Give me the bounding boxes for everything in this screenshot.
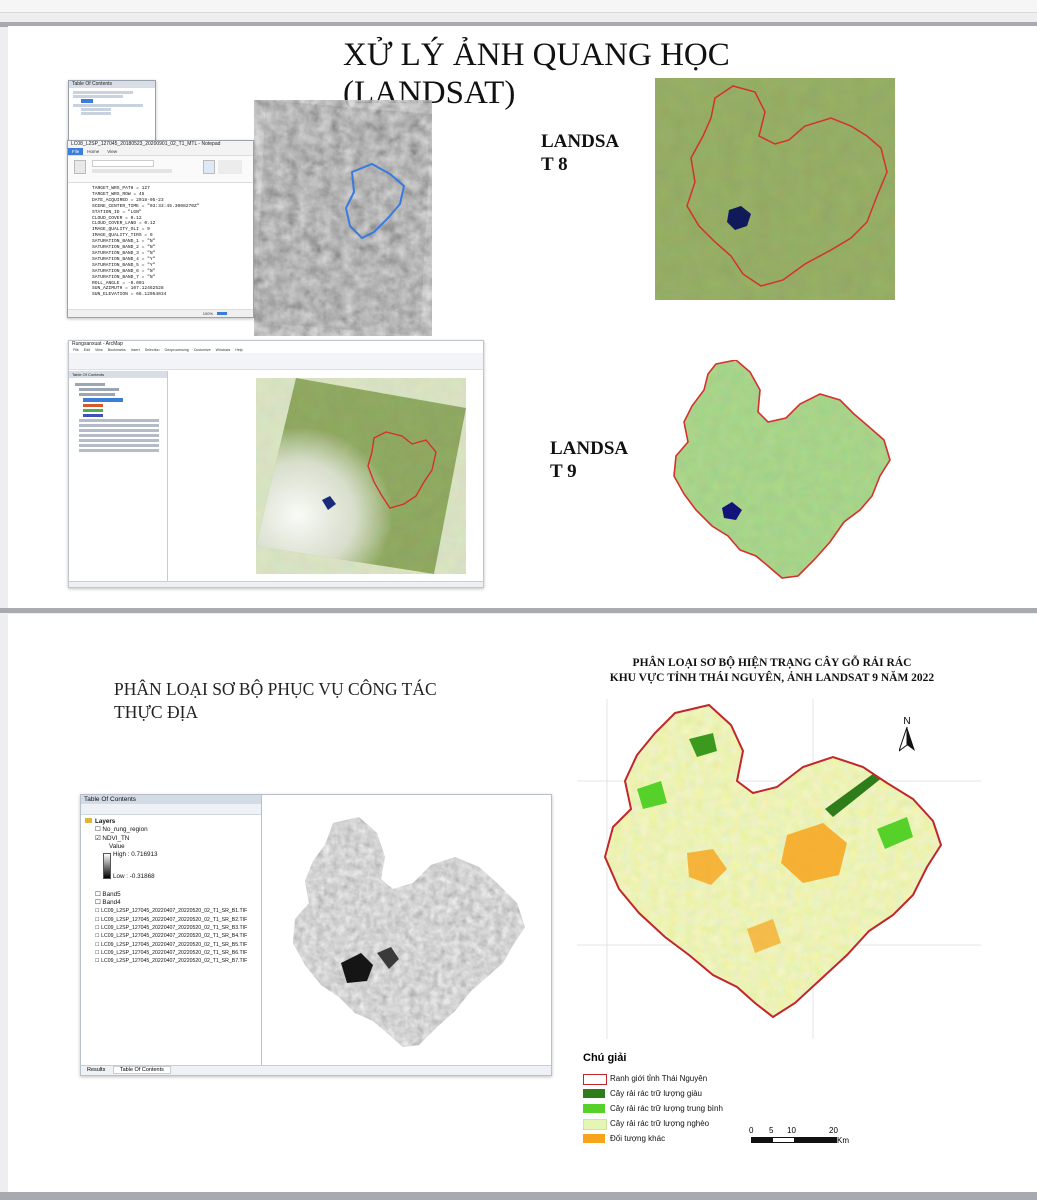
layer-name: NDVI_TN [102,834,130,842]
layer-item[interactable]: ☑ NDVI_TN [95,834,130,842]
layer-name: LC09_L2SP_127045_20220407_20220520_02_T1_SR_B6.TIF [101,949,248,956]
notepad-window [67,140,254,318]
landsat8-color-image [655,78,895,300]
text-line: SCENE_CENTER_TIME = "03:33:45.3008270Z" [92,203,200,209]
arcmap-statusbar [69,581,483,587]
layer-name: LC09_L2SP_127045_20220407_20220520_02_T1_SR_B2.TIF [101,916,248,923]
ndvi-symbology [85,843,261,881]
layer-item[interactable]: ☐ LC09_L2SP_127045_20220407_20220520_02_T1_SR_B1.TIF [95,908,248,915]
paste-icon[interactable] [74,160,86,174]
classification-map-image [577,699,981,1039]
value-label: Value [109,842,125,850]
landsat9-scene-image [256,378,466,574]
legend-item [583,1102,783,1117]
layer-item[interactable]: ☐ LC09_L2SP_127045_20220407_20220520_02_T1_SR_B7.TIF [95,958,248,965]
legend-label: Cây rải rác trữ lượng nghèo [610,1119,710,1128]
slide-title: XỬ LÝ ẢNH QUANG HỌC (LANDSAT) [343,37,730,111]
legend-swatch [583,1074,607,1085]
layer-name: LC09_L2SP_127045_20220407_20220520_02_T1_SR_B5.TIF [101,941,248,948]
classification-map-card [557,644,987,1180]
notepad-tabs [68,148,253,156]
menu-item[interactable]: File [73,348,79,352]
text-line: TARGET_WRS_ROW = 45 [92,191,145,197]
layer-item[interactable]: ☐ Band4 [95,899,121,907]
legend-label: Đối tượng khác [610,1134,666,1143]
label-landsat8: LANDSA T 8 [541,131,620,175]
menu-item[interactable]: Bookmarks [107,348,126,352]
font-selector[interactable] [92,160,154,167]
legend-label: Cây rải rác trữ lượng trung bình [610,1104,723,1113]
legend-swatch [583,1119,607,1130]
text-line: SATURATION_BAND_7 = "N" [92,274,156,280]
insert-icon[interactable] [203,160,215,174]
layer-name: LC09_L2SP_127045_20220407_20220520_02_T1_SR_B4.TIF [101,933,248,940]
text-line: DATE_ACQUIRED = 2018-05-23 [92,197,164,203]
layer-name: Band5 [102,890,121,898]
text-line: IMAGE_QUALITY_TIRS = 9 [92,233,153,239]
landsat9-province-image [664,360,892,580]
map-view-controls[interactable] [261,1065,551,1075]
notepad-title: LC08_L2SP_127045_20180523_20200901_02_T1_MTL - Notepad [68,141,253,148]
low-value: Low : -0.31868 [113,872,155,880]
text-line: SATURATION_BAND_2 = "N" [92,245,156,251]
tab-view[interactable]: View [107,149,117,154]
menu-item[interactable]: Geoprocessing [164,348,189,352]
slide-divider-bottom [0,1192,1037,1200]
notepad-statusbar [68,309,253,317]
slide-landsat-processing [8,26,1037,608]
menu-item[interactable]: Insert [130,348,140,352]
scale-tick: 5 [769,1126,774,1135]
layer-item[interactable]: ☐ LC09_L2SP_127045_20220407_20220520_02_T1_SR_B4.TIF [95,933,248,940]
format-buttons[interactable] [92,169,172,173]
text-line: SATURATION_BAND_1 = "N" [92,239,156,245]
scale-tick: 20 [829,1126,838,1135]
scale-tick: 10 [787,1126,796,1135]
notepad-text [68,183,253,298]
tab-file[interactable]: File [68,148,83,155]
slide-divider-middle [0,608,1037,613]
toc-tree [69,88,155,118]
legend-label: Cây rải rác trữ lượng giàu [610,1089,702,1098]
slide-field-classification [8,614,1037,1192]
ndvi-arcmap-window [80,794,552,1076]
layer-name: Band4 [102,899,121,907]
north-label: N [903,716,911,727]
text-line: SUN_AZIMUTH = 107.12462528 [92,286,164,292]
menu-item[interactable]: Help [235,348,243,352]
menu-item[interactable]: Selection [144,348,160,352]
toc-toolbar[interactable] [81,804,261,815]
menu-item[interactable]: Customize [193,348,211,352]
ndvi-layer-list [81,815,261,966]
layer-item[interactable]: ☐ LC09_L2SP_127045_20220407_20220520_02_T1_SR_B2.TIF [95,916,248,923]
legend-swatch [583,1089,605,1098]
ndvi-toc-title: Table Of Contents [81,795,261,804]
legend-item [583,1087,783,1102]
toc-window-small [68,80,156,147]
folder-icon [85,818,92,823]
map-title: PHÂN LOẠI SƠ BỘ HIỆN TRẠNG CÂY GỖ RẢI RÁC KHU VỰC TỈNH THÁI NGUYÊN, ẢNH LANDSAT 9 NĂM 2022 [609,657,935,684]
text-line: SATURATION_BAND_4 = "Y" [92,256,156,262]
viewer-top-bar [0,0,1037,13]
text-line: SATURATION_BAND_6 = "N" [92,268,156,274]
tab-results[interactable]: Results [87,1067,106,1073]
arcmap-toolbar[interactable] [69,353,483,370]
text-line: TARGET_WRS_PATH = 127 [92,186,150,191]
ndvi-ramp [103,853,111,879]
ndvi-toc-panel [81,795,262,1075]
ndvi-map-image [281,813,531,1053]
tab-home[interactable]: Home [87,149,100,154]
text-line: STATION_ID = "LGN" [92,209,142,215]
menu-item[interactable]: Edit [83,348,90,352]
layer-item[interactable]: ☐ LC09_L2SP_127045_20220407_20220520_02_T1_SR_B5.TIF [95,941,248,948]
legend-swatch [583,1104,605,1113]
arcmap-title: Rungsanxuat - ArcMap [69,341,483,348]
zoom-level: 100% [202,311,213,316]
layers-label: Layers [95,818,116,825]
text-line: IMAGE_QUALITY_OLI = 9 [92,227,150,233]
notepad-ribbon [68,156,253,183]
slide-subtitle: PHÂN LOẠI SƠ BỘ PHỤC VỤ CÔNG TÁC THỰC ĐỊA [114,679,437,722]
scale-unit: Km [837,1136,849,1145]
arcmap-toc-panel [69,371,168,583]
toc-bottom-tabs [81,1065,261,1075]
layer-name: LC09_L2SP_127045_20220407_20220520_02_T1_SR_B1.TIF [101,908,248,915]
menu-item[interactable]: View [95,348,103,352]
layers-group[interactable] [85,818,261,826]
layer-item[interactable]: ☐ LC09_L2SP_127045_20220407_20220520_02_T1_SR_B6.TIF [95,949,248,956]
legend-item [583,1072,783,1087]
high-value: High : 0.716913 [113,850,158,858]
text-line: SUN_ELEVATION = 66.12054034 [92,292,167,298]
text-line: CLOUD_COVER_LAND = 0.12 [92,221,156,227]
legend-label: Ranh giới tỉnh Thái Nguyên [610,1074,708,1083]
layer-name: LC09_L2SP_127045_20220407_20220520_02_T1_SR_B7.TIF [101,958,248,965]
layer-item[interactable]: ☐ No_rung_region [95,826,148,834]
menu-item[interactable]: Windows [215,348,231,352]
legend-title: Chú giải [583,1052,627,1064]
tab-table-of-contents[interactable]: Table Of Contents [113,1066,171,1074]
scale-tick: 0 [749,1126,754,1135]
text-line: CLOUD_COVER = 0.12 [92,215,142,221]
layer-item[interactable]: ☐ Band5 [95,890,121,898]
landsat8-grayscale-image [254,100,432,336]
scale-bar [749,1126,849,1156]
editing-group[interactable] [218,160,242,174]
arcmap-toc-title: Table Of Contents [69,371,167,378]
label-landsat9: LANDSA T 9 [550,438,629,482]
zoom-slider[interactable] [217,312,227,315]
text-line: ROLL_ANGLE = -0.001 [92,280,145,286]
text-line: SATURATION_BAND_5 = "Y" [92,262,156,268]
toc-window-title: Table Of Contents [69,81,155,88]
arcmap-layer-list [69,378,167,457]
scale-bar-graphic [751,1137,837,1143]
layer-name: LC09_L2SP_127045_20220407_20220520_02_T1_SR_B3.TIF [101,925,248,932]
layer-name: No_rung_region [102,826,148,834]
text-line: SATURATION_BAND_3 = "N" [92,250,156,256]
layer-item[interactable]: ☐ LC09_L2SP_127045_20220407_20220520_02_T1_SR_B3.TIF [95,925,248,932]
legend-swatch [583,1134,605,1143]
